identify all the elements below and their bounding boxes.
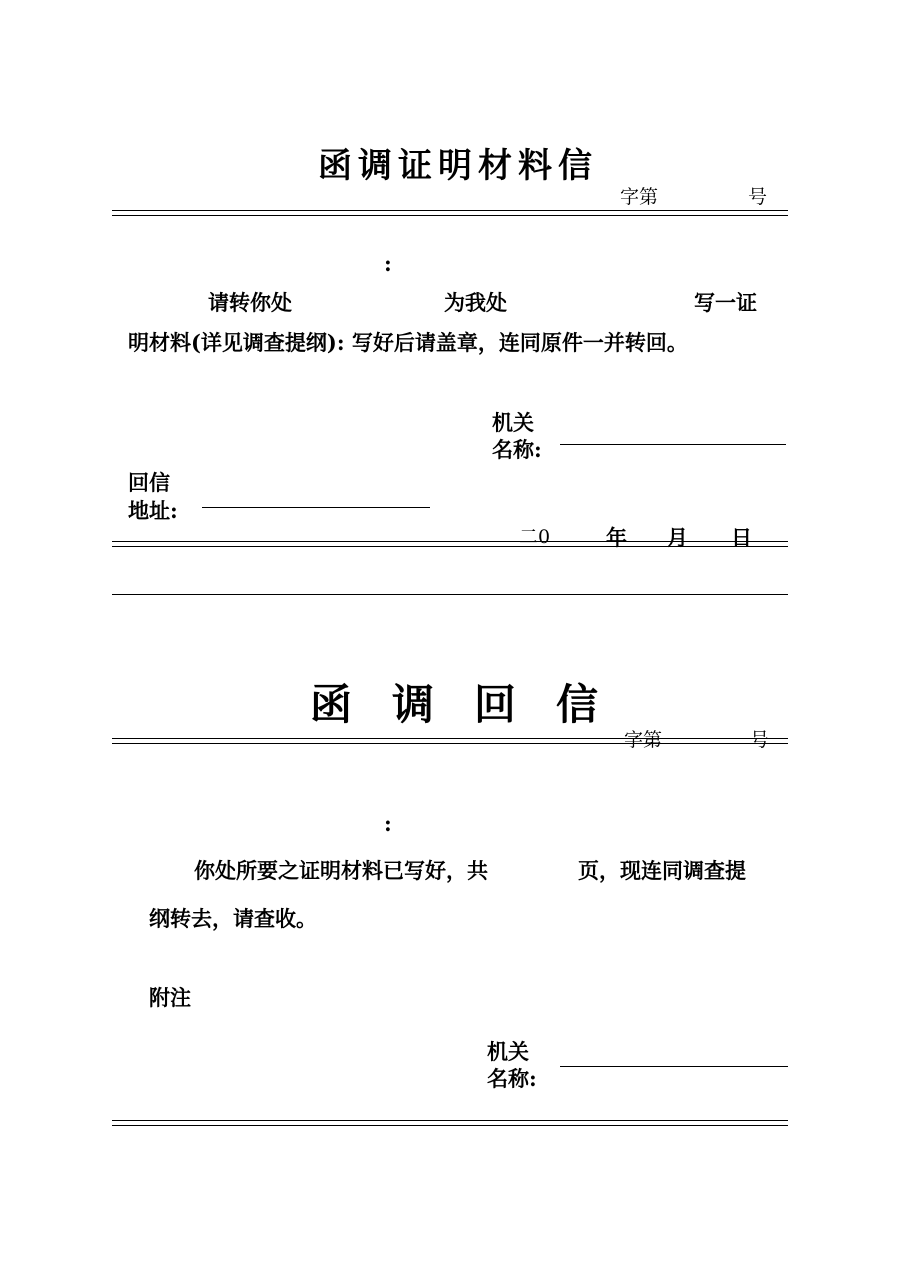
reply-ref-suffix: 号 xyxy=(750,729,770,751)
reply-address-label-line2: 地址: xyxy=(128,498,178,523)
reply-org-name-label-line1: 机关 xyxy=(487,1039,529,1064)
date-prefix: 二0 xyxy=(519,526,551,548)
reply-org-name-field[interactable] xyxy=(560,1066,788,1067)
reply-recipient-colon: : xyxy=(384,811,392,836)
body-line1-part-c: 写一证 xyxy=(694,290,757,315)
body-line1-part-b: 为我处 xyxy=(444,290,507,315)
reply-body-line1-part-b: 页，现连同调查提 xyxy=(578,858,746,883)
date-year-label: 年 xyxy=(606,525,627,550)
letter-title: 函调证明材料信 xyxy=(318,146,598,186)
org-name-field[interactable] xyxy=(560,444,786,445)
org-name-label-line1: 机关 xyxy=(492,410,534,435)
header-rule-top xyxy=(112,210,788,211)
recipient-colon: : xyxy=(384,251,392,276)
body-line2: 明材料(详见调查提纲): 写好后请盖章，连同原件一并转回。 xyxy=(128,330,688,355)
reply-header-rule-top xyxy=(112,738,788,739)
body-line1-part-a: 请转你处 xyxy=(208,290,292,315)
date-day-label: 日 xyxy=(731,525,752,550)
footer-rule-bottom xyxy=(112,1125,788,1126)
reply-title: 函调回信 xyxy=(310,680,639,729)
ref-prefix: 字第 xyxy=(620,186,659,208)
note-label: 附注 xyxy=(149,985,191,1010)
reply-org-name-label-line2: 名称: xyxy=(487,1066,537,1091)
section-divider xyxy=(112,594,788,595)
reply-body-line1-part-a: 你处所要之证明材料已写好，共 xyxy=(194,858,488,883)
section1-rule-bottom xyxy=(112,546,788,547)
org-name-label-line2: 名称: xyxy=(492,437,542,462)
footer-rule-top xyxy=(112,1120,788,1121)
date-month-label: 月 xyxy=(667,525,688,550)
reply-address-label-line1: 回信 xyxy=(128,470,170,495)
reply-header-rule-bottom xyxy=(112,743,788,744)
header-rule-bottom xyxy=(112,215,788,216)
section1-rule-top xyxy=(112,541,788,542)
reply-body-line2: 纲转去，请查收。 xyxy=(149,906,317,931)
ref-suffix: 号 xyxy=(748,186,768,208)
reply-ref-prefix: 字第 xyxy=(624,729,663,751)
reply-address-field[interactable] xyxy=(202,507,430,508)
